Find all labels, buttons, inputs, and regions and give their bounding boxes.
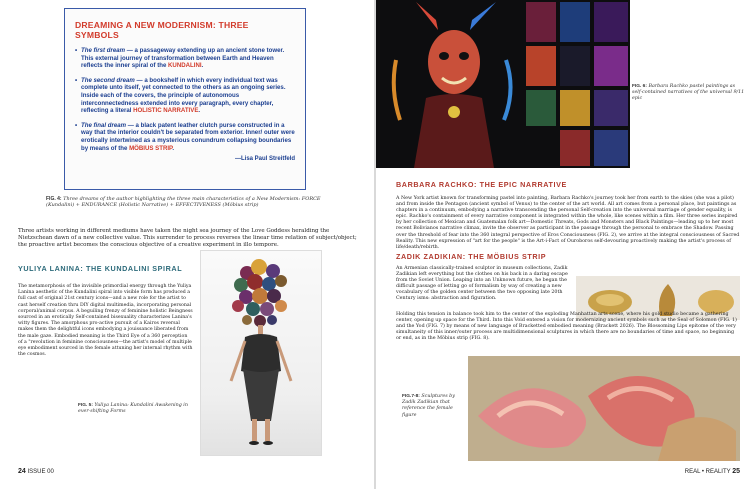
dream-item-second: [75, 77, 295, 115]
dream-body: — a black patent leather clutch purse constructed in a way that the interior couldn't be separated from exterior. Inner/ outer were erotically intertwined as a mysterious conundrum collapsing boundaries by means of the: [81, 121, 295, 152]
right-page: [376, 0, 750, 489]
page-number-left: 24: [18, 468, 26, 475]
fig5-label: FIG. 5:: [78, 403, 93, 408]
fig4-caption: [46, 196, 336, 209]
dream-highlight: HOLISTIC NARRATIVE: [133, 107, 199, 115]
lanina-artwork-image: [200, 250, 322, 456]
rachko-paragraph: A New York artist known for transforming pastel into painting, Barbara Rachko's journey took her from earth to the skies (she was a pilot) and from inside the Pentagon (ancient symbol of Venus) to the center of the art world. All art comes from a personal place, but paintings as chapters in a continuum, embodying a narrative transcending the personal Self-creation into the universal marriage of gender equality, is epic. Rachko's containment of every narrative component is integrated within the whole, like scenes within a film. Her three series inspired by her collection of Mexican and Guatemalan folk art—Domestic Threats, Gods and Monsters and Black Paintings—leading up to her most recent Bolivianos narrative climax, invite the observer as participant in the passage through the personal to embrace the Shadow. Passing over the threshold of fear into the 360 integral perspective of Eros Consciousness (FIG. 2), we arrive at the integral consciousness of Sacred Reality. This new expression of "art for the people" is the Art-i-Fact of Ouroboros self-devouring proactively making the artist's process of life/death/rebirth.: [396, 196, 740, 250]
lanina-heading: YULIYA LANINA: THE KUNDALINI SPIRAL: [18, 264, 183, 273]
magazine-name: REAL • REALITY: [684, 469, 731, 475]
dream-highlight: MÖBIUS STRIP: [129, 144, 173, 152]
dream-item-final: [75, 122, 295, 152]
dream-tail: .: [172, 144, 175, 152]
fig78-caption: [402, 394, 464, 419]
intro-paragraph: Three artists working in different mediums have taken the night sea journey of the Love Goddess heralding the Nietzschean dawn of a new collective value. This surrender to process reverses the linear time relation of subject/object; the proactive artist becomes the conscious objective of a creative experiment in illo tempore.: [18, 228, 357, 249]
fig78-text: Sculptures by Zadik Zadikian that reference the female figure: [402, 394, 455, 418]
fig6-caption: [632, 84, 746, 103]
rachko-pastel-collage-image: [376, 0, 630, 168]
symbols-byline: —Lisa Paul Streitfeld: [234, 156, 295, 163]
lanina-figure-illustration: [201, 251, 322, 456]
lanina-paragraph: The metamorphosis of the invisible primordial energy through the Yuliya Lanina aesthetic of the Kundalini spiral into visible form has produced a full cast of original 21st century icons—and a new role for the artist to cast herself creation thru DIY digital multimedia, incorporating personal corporal/animal corpus. A beguiling frenzy of feminine holistic Beingness sourced in an erotically Self-contained bisexuality characterizes Lanina's witty figures. The amorphous pro-active pursuit of a Kairos reversal makes them the delightful icons embodying a jouissance liberated from the male gaze. Embodied meaning is the Third Eye of a 360 perception of a "revolution in feminine consciousness—the artist's model of multiple eye embodiment sourced in the female attuning her internal rhythm with the cosmos.: [18, 284, 193, 358]
fig4-label: FIG. 4:: [46, 196, 62, 202]
rachko-heading: BARBARA RACHKO: THE EPIC NARRATIVE: [396, 180, 567, 189]
bullet-icon: •: [75, 76, 78, 84]
fig78-label: FIG.7-8:: [402, 394, 420, 399]
fig5-text: Yuliya Lanina: Kundalini Awakening in ever-shifting Forms: [78, 403, 188, 415]
dream-tail: .: [201, 62, 204, 70]
dream-item-first: [75, 47, 295, 70]
fig6-label: FIG. 6:: [632, 84, 647, 89]
dream-lead: The second dream: [81, 76, 135, 84]
bullet-icon: •: [75, 47, 78, 54]
dream-body: — a bookshelf in which every individual text was complete unto itself, yet connected to the others as an ongoing series. Inside each of the covers, the principle of autonomous interconnectedness extended into every paragraph, every chapter, reflecting a literal: [81, 76, 286, 115]
dream-tail: .: [198, 107, 201, 115]
bubble-cluster: [232, 259, 287, 327]
sculpture-lips-illustration: [468, 356, 740, 461]
left-page: [0, 0, 374, 489]
fig5-caption: [78, 403, 193, 415]
dream-lead: The first dream: [81, 47, 126, 54]
fig6-text: Barbara Rachko pastel paintings as self-contained narratives of the universal 9/11 epic: [632, 84, 745, 102]
rachko-collage-illustration: [376, 0, 630, 168]
symbols-box-title: DREAMING A NEW MODERNISM: THREE SYMBOLS: [75, 20, 249, 40]
dream-lead: The final dream: [81, 121, 127, 129]
folio-left: [18, 468, 54, 475]
bullet-icon: •: [75, 121, 78, 129]
zadikian-sculpture-lips-image: [468, 356, 740, 461]
three-symbols-box: [64, 8, 306, 190]
dream-highlight: KUNDALINI: [168, 62, 202, 70]
folio-right: [685, 468, 740, 475]
zadikian-paragraph-main: Holding this tension in balance took him to the center of the exploding Manhattan arts scene, where his gold studio became a gathering center, opening up space for the Third. Into this Void entered a vision for modernizing ancient symbols such as the Seal of Solomon (FIG. 1) and the Yod (FIG. 7) by means of new language of Bracketted embodied meaning (Brackett 2026). The Blossoming Lips epitome of the very simultaneity of this inner/outer process are multidimensional sculptures in which there are no boundaries of time and space, no beginning or end, as in the Möbius strip (FIG. 8).: [396, 312, 737, 342]
dream-body: — a passageway extending up an ancient stone tower. This external journey of transformation between Earth and Heaven reflects the inner spiral of the: [81, 47, 285, 70]
page-number-right: 25: [732, 468, 740, 475]
zadikian-heading: ZADIK ZADIKIAN: THE MÖBIUS STRIP: [396, 252, 547, 261]
zadikian-paragraph-intro: An Armenian classically-trained sculptor in museum collections, Zadik Zadikian left everything but the clothes on his back in a daring escape from the Soviet Union. Leaping into an Unknown future, he began the difficult passage of letting go of formalism by way of creating a new vocabulary of the golden center between the two opposing late 20th Century isms: abstraction and figuration.: [396, 266, 568, 302]
fig4-text: Three dreams of the author highlighting the three main characteristics of a New Modernism: FORCE (Kundalini) + ENDURANCE (Holistic Narrative) + EFFECTIVENESS (Möbius strip): [46, 196, 321, 209]
issue-label: ISSUE 00: [27, 469, 54, 475]
